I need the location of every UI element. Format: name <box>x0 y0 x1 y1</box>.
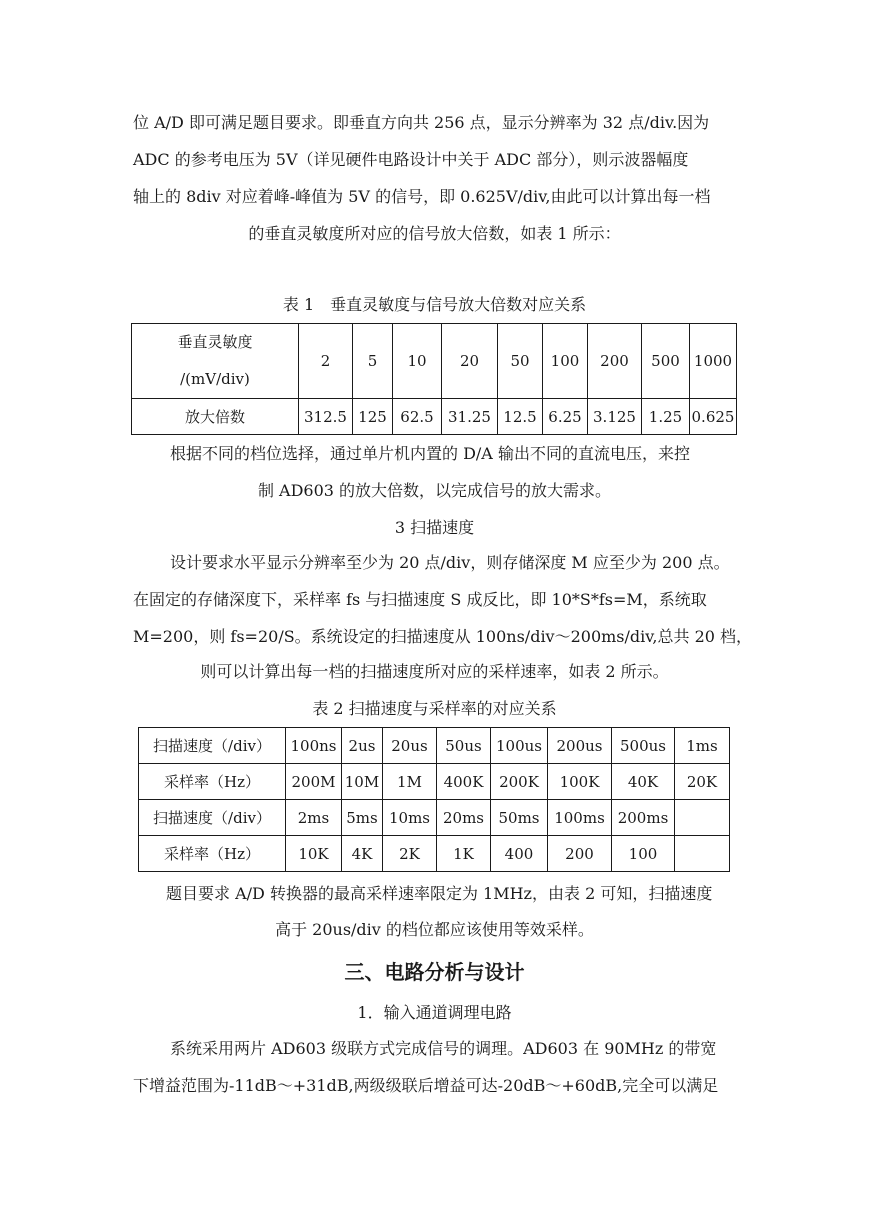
table2-cell: 10K <box>286 836 342 872</box>
table2-cell: 20ms <box>437 800 491 836</box>
table2-cell: 20K <box>675 764 730 800</box>
table1-caption: 表 1 垂直灵敏度与信号放大倍数对应关系 <box>282 295 587 314</box>
table2-cell: 5ms <box>342 800 383 836</box>
table1-cell: 31.25 <box>442 399 498 435</box>
table1-row-sensitivity <box>132 324 737 399</box>
table1-cell: 1.25 <box>642 399 690 435</box>
table1-cell: 100 <box>543 324 588 399</box>
paragraph5-line-1: 系统采用两片 AD603 级联方式完成信号的调理。AD603 在 90MHz 的带宽 <box>170 1039 717 1058</box>
table2 <box>138 727 730 872</box>
table2-cell: 200M <box>286 764 342 800</box>
paragraph3-line-1: 设计要求水平显示分辨率至少为 20 点/div，则存储深度 M 应至少为 200 点。 <box>170 553 730 572</box>
paragraph3-line-3: M=200，则 fs=20/S。系统设定的扫描速度从 100ns/div～200ms/div,总共 20 档， <box>133 627 753 646</box>
table2-row-label: 采样率（Hz） <box>139 836 286 872</box>
table1-cell: 2 <box>299 324 353 399</box>
table2-cell: 200ms <box>612 800 675 836</box>
subsection1-title: 1．输入通道调理电路 <box>357 1003 512 1022</box>
chapter-title: 三、电路分析与设计 <box>344 960 525 984</box>
table2-cell: 100ns <box>286 728 342 764</box>
table1-cell: 62.5 <box>393 399 442 435</box>
table2-row <box>139 728 730 764</box>
table2-row <box>139 800 730 836</box>
table1-cell: 12.5 <box>498 399 543 435</box>
table1-header-sensitivity-l1: 垂直灵敏度 <box>177 333 253 351</box>
table2-cell <box>675 836 730 872</box>
table2-cell: 50us <box>437 728 491 764</box>
paragraph3-line-2: 在固定的存储深度下，采样率 fs 与扫描速度 S 成反比，即 10*S*fs=M，系统取 <box>133 590 707 609</box>
table2-cell: 200K <box>491 764 548 800</box>
table2-caption: 表 2 扫描速度与采样率的对应关系 <box>312 699 557 718</box>
paragraph3-line-4: 则可以计算出每一档的扫描速度所对应的采样速率，如表 2 所示。 <box>200 662 669 681</box>
table2-row-label: 采样率（Hz） <box>139 764 286 800</box>
table1-cell: 10 <box>393 324 442 399</box>
table2-row-label: 扫描速度（/div） <box>139 800 286 836</box>
table2-cell: 100 <box>612 836 675 872</box>
table2-cell: 400K <box>437 764 491 800</box>
paragraph4-line-1: 题目要求 A/D 转换器的最高采样速率限定为 1MHz，由表 2 可知，扫描速度 <box>166 884 713 903</box>
table2-cell: 400 <box>491 836 548 872</box>
table2-row <box>139 836 730 872</box>
table2-cell: 1K <box>437 836 491 872</box>
table1-cell: 200 <box>588 324 642 399</box>
table2-cell: 200 <box>548 836 612 872</box>
table2-cell: 1ms <box>675 728 730 764</box>
table2-cell: 4K <box>342 836 383 872</box>
table1 <box>131 323 737 435</box>
paragraph2-line-1: 根据不同的档位选择，通过单片机内置的 D/A 输出不同的直流电压，来控 <box>170 444 690 463</box>
paragraph4-line-2: 高于 20us/div 的档位都应该使用等效采样。 <box>275 920 594 939</box>
table2-cell: 10M <box>342 764 383 800</box>
table1-row-gain <box>132 399 737 435</box>
table1-cell: 6.25 <box>543 399 588 435</box>
table2-cell: 2us <box>342 728 383 764</box>
table2-cell: 100K <box>548 764 612 800</box>
paragraph2-line-2: 制 AD603 的放大倍数，以完成信号的放大需求。 <box>257 481 612 500</box>
table2-cell: 2ms <box>286 800 342 836</box>
table2-cell <box>675 800 730 836</box>
table2-cell: 100ms <box>548 800 612 836</box>
table1-header-sensitivity <box>132 324 299 399</box>
paragraph1-line-3: 轴上的 8div 对应着峰-峰值为 5V 的信号，即 0.625V/div,由此可以计算出每一档 <box>133 187 711 206</box>
table2-cell: 100us <box>491 728 548 764</box>
table2-cell: 500us <box>612 728 675 764</box>
table2-cell: 200us <box>548 728 612 764</box>
paragraph5-line-2: 下增益范围为-11dB～+31dB,两级级联后增益可达-20dB～+60dB,完全可以满足 <box>133 1076 719 1095</box>
table2-row <box>139 764 730 800</box>
table1-header-gain: 放大倍数 <box>132 399 299 435</box>
table2-cell: 20us <box>383 728 437 764</box>
table2-cell: 2K <box>383 836 437 872</box>
table2-cell: 50ms <box>491 800 548 836</box>
table2-cell: 40K <box>612 764 675 800</box>
table1-cell: 0.625 <box>690 399 737 435</box>
paragraph1-line-2: ADC 的参考电压为 5V（详见硬件电路设计中关于 ADC 部分），则示波器幅度 <box>133 150 689 169</box>
table1-cell: 5 <box>353 324 393 399</box>
table2-row-label: 扫描速度（/div） <box>139 728 286 764</box>
table1-cell: 500 <box>642 324 690 399</box>
table2-cell: 1M <box>383 764 437 800</box>
paragraph1-line-1: 位 A/D 即可满足题目要求。即垂直方向共 256 点，显示分辨率为 32 点/div.因为 <box>133 113 710 132</box>
table1-cell: 20 <box>442 324 498 399</box>
table2-cell: 10ms <box>383 800 437 836</box>
table1-cell: 1000 <box>690 324 737 399</box>
paragraph1-line-4: 的垂直灵敏度所对应的信号放大倍数，如表 1 所示： <box>248 224 621 243</box>
table1-header-sensitivity-l2: /(mV/div) <box>180 370 250 388</box>
table1-cell: 312.5 <box>299 399 353 435</box>
section3-title: 3 扫描速度 <box>394 518 475 537</box>
table1-cell: 50 <box>498 324 543 399</box>
table1-cell: 125 <box>353 399 393 435</box>
table1-cell: 3.125 <box>588 399 642 435</box>
